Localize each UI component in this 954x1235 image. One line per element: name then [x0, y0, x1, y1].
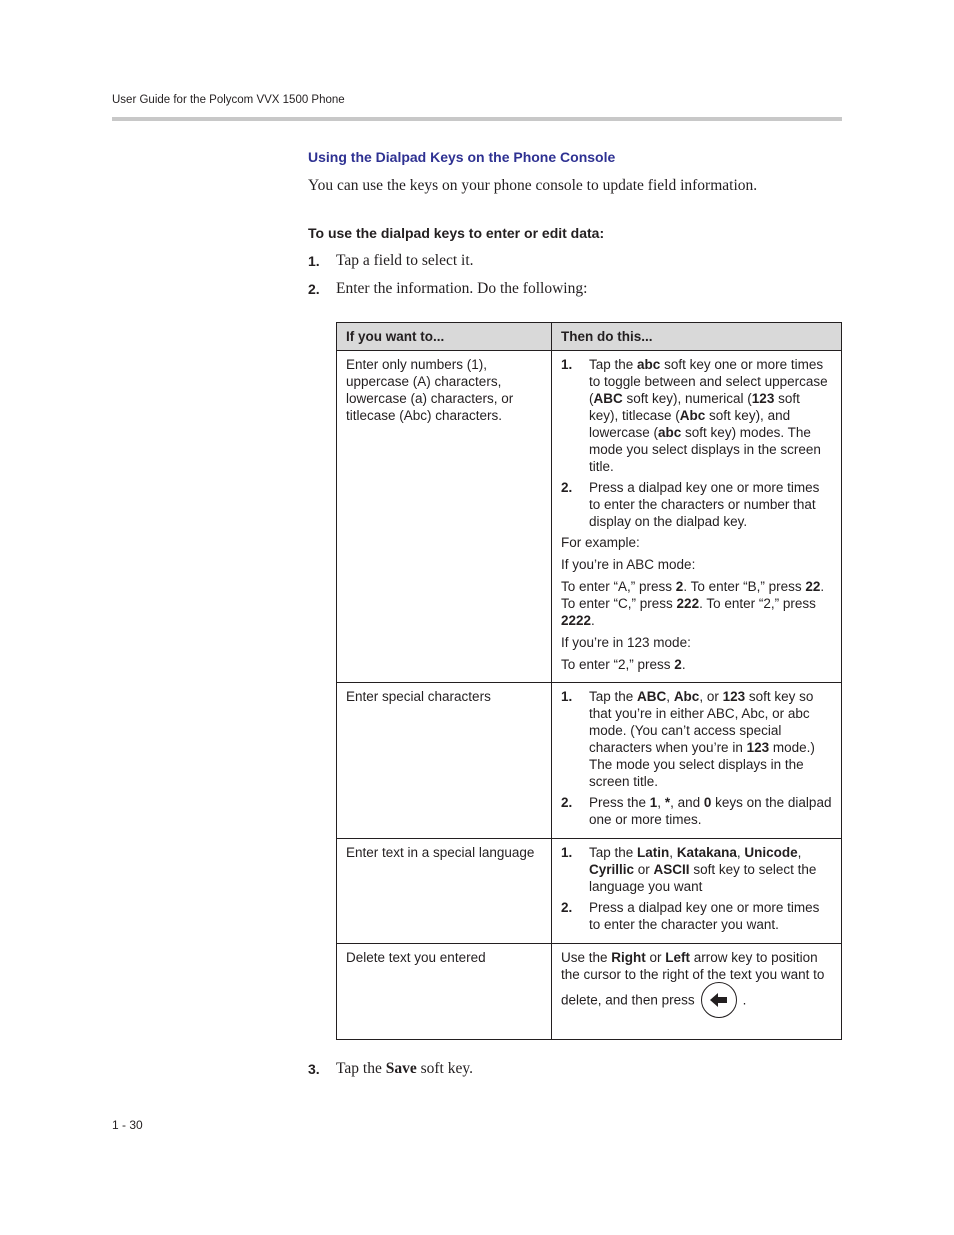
do-cell: Use the Right or Left arrow key to position the cursor to the right of the text you want to delete, and then press .	[552, 944, 842, 1040]
save-softkey-label: Save	[385, 1060, 417, 1077]
header-rule	[112, 117, 842, 121]
step-number: 1.	[308, 253, 320, 269]
instruction-list	[561, 688, 832, 828]
page-number: 1 - 30	[112, 1118, 143, 1132]
step-number: 3.	[308, 1061, 320, 1077]
table-row	[337, 351, 842, 683]
table-header-row	[337, 323, 842, 351]
list-item: 2. Press a dialpad key one or more times to enter the characters or number that display on the dialpad key.	[561, 480, 820, 529]
step-text: Enter the information. Do the following:	[336, 280, 588, 297]
procedure-title: To use the dialpad keys to enter or edit data:	[308, 225, 605, 241]
num-mode-label: If you’re in 123 mode:	[561, 635, 691, 650]
want-cell: Enter special characters	[337, 683, 552, 839]
section-title: Using the Dialpad Keys on the Phone Console	[308, 149, 616, 165]
running-header: User Guide for the Polycom VVX 1500 Phone	[112, 94, 345, 106]
step-number: 2.	[308, 281, 320, 297]
list-item: 2. Press a dialpad key one or more times to enter the character you want.	[561, 900, 820, 932]
table-row	[337, 944, 842, 1040]
list-item: 1. Tap the Latin, Katakana, Unicode, Cyrillic or ASCII soft key to select the language you want	[561, 845, 817, 894]
step-text: Tap a field to select it.	[336, 252, 474, 269]
do-cell	[552, 839, 842, 944]
want-cell: Enter text in a special language	[337, 839, 552, 944]
left-arrow-icon	[701, 982, 737, 1018]
want-cell: Delete text you entered	[337, 944, 552, 1040]
num-mode-example: To enter “2,” press 2.	[561, 657, 686, 672]
do-cell	[552, 351, 842, 683]
list-item: 2. Press the 1, *, and 0 keys on the dialpad one or more times.	[561, 795, 832, 827]
list-item: 1. Tap the abc soft key one or more times to toggle between and select uppercase (ABC soft key), numerical (123 soft key), titlecase (Abc soft key), and lowercase (abc soft key) modes. The mode you select displays in the screen title.	[561, 357, 828, 474]
table-row	[337, 683, 842, 839]
instruction-list	[561, 356, 832, 530]
want-cell: Enter only numbers (1), uppercase (A) characters, lowercase (a) characters, or titlecase (Abc) characters.	[337, 351, 552, 683]
do-cell	[552, 683, 842, 839]
step-text: Tap the Save soft key.	[336, 1060, 473, 1077]
abc-mode-label: If you’re in ABC mode:	[561, 557, 696, 572]
for-example-label: For example:	[561, 535, 640, 550]
abc-mode-example: To enter “A,” press 2. To enter “B,” press 22. To enter “C,” press 222. To enter “2,” press 2222.	[561, 579, 825, 628]
column-header: Then do this...	[552, 323, 842, 351]
list-item: 1. Tap the ABC, Abc, or 123 soft key so that you’re in either ABC, Abc, or abc mode. (You can’t access special characters when you’re in 123 mode.) The mode you select displays in the screen title.	[561, 689, 815, 789]
instruction-list	[561, 844, 832, 933]
intro-paragraph: You can use the keys on your phone console to update field information.	[308, 177, 758, 194]
table-row	[337, 839, 842, 944]
column-header: If you want to...	[337, 323, 552, 351]
dialpad-table	[336, 322, 842, 1040]
